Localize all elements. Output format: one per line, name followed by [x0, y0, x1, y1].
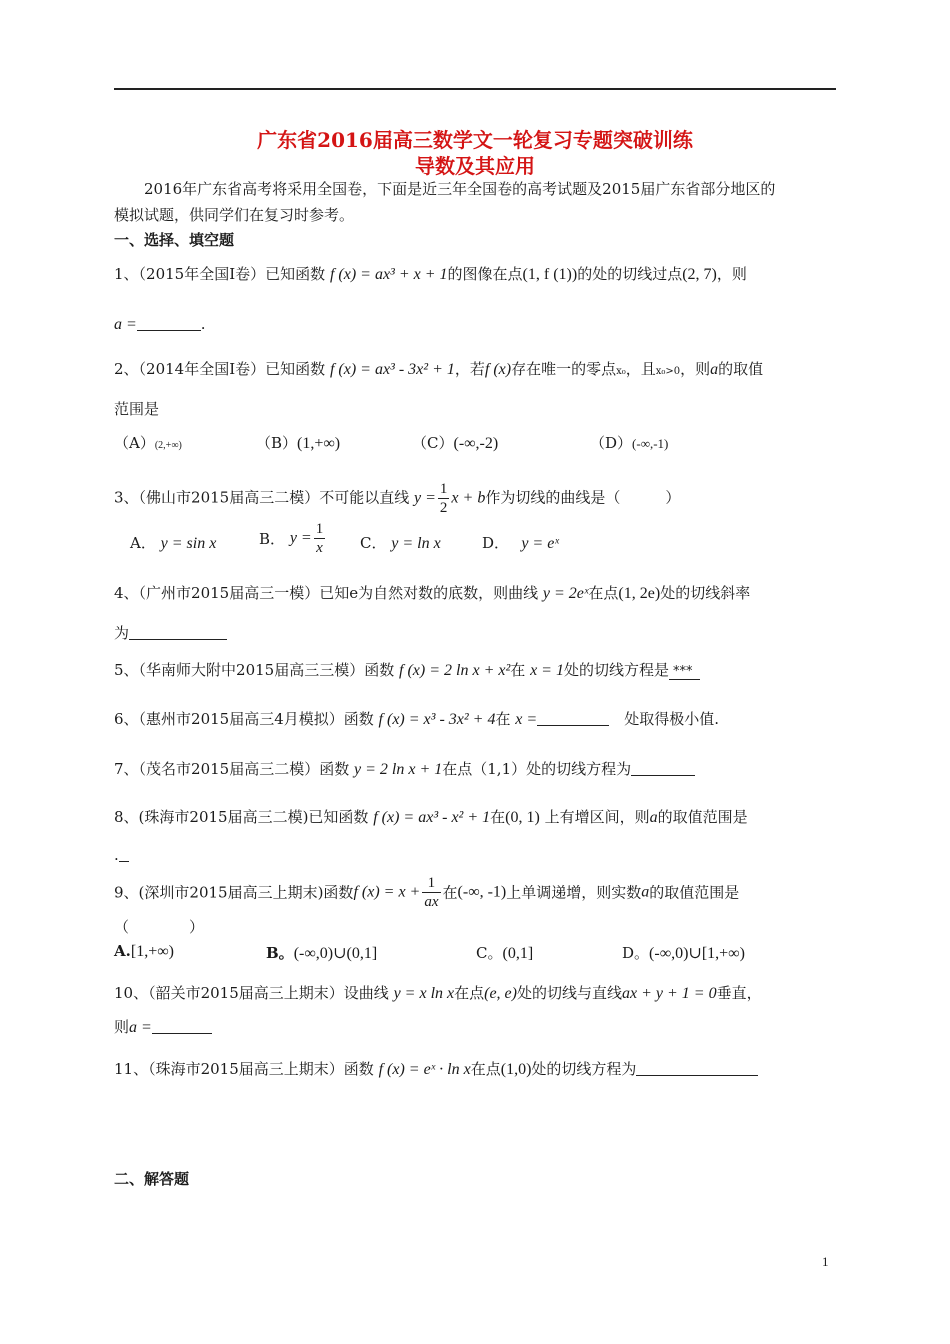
q6-at: x =: [515, 711, 538, 728]
q1-text-end: ，则: [716, 265, 747, 283]
question-9: [114, 874, 838, 911]
q2-source: （2014年全国Ⅰ卷）已知函数: [138, 360, 326, 378]
question-3: [114, 480, 838, 517]
q11-answer-blank[interactable]: [636, 1059, 758, 1076]
q4-line-2: [114, 620, 838, 646]
q5-text-end: 处的切线方程是: [563, 661, 669, 679]
q6-answer-blank[interactable]: [537, 709, 609, 726]
option-label: C．: [360, 534, 387, 552]
fraction-denominator: 2: [439, 500, 448, 516]
q6-text: 在: [495, 710, 511, 728]
q9-fraction: [422, 874, 440, 911]
q6-function: f (x) = x³ - 3x² + 4: [378, 711, 496, 728]
q6-number: 6、: [114, 710, 139, 728]
q1-text: 的图像在点: [447, 265, 523, 283]
q2-text-3: ，且: [625, 360, 656, 378]
intro-paragraph: [114, 176, 838, 228]
option-label: D．: [482, 534, 502, 552]
q10-text-2: 处的切线与直线: [516, 984, 622, 1002]
q2-tiny-cond: x₀>0: [655, 366, 681, 377]
q2-number: 2、: [114, 360, 139, 378]
q2-text-4: ，则: [680, 360, 711, 378]
q3-fraction: [438, 480, 450, 517]
q6-text-end: 处取得极小值.: [624, 710, 719, 728]
q5-text: 在: [510, 661, 526, 679]
q4-text: 在点: [588, 584, 619, 602]
q3-option-c[interactable]: [360, 532, 441, 553]
q8-answer-blank[interactable]: [119, 845, 129, 862]
q7-answer-blank[interactable]: [631, 759, 695, 776]
q3-text-end: 作为切线的曲线是（ ）: [485, 488, 681, 507]
q10-text: 在点: [454, 984, 485, 1002]
question-11: [114, 1056, 838, 1083]
q9-text-2: 上单调递增，则实数: [506, 883, 642, 902]
q9-option-d[interactable]: [622, 942, 745, 963]
q3-option-b[interactable]: [259, 520, 327, 557]
q3-number: 3、: [114, 488, 139, 507]
page-number: 1: [822, 1254, 829, 1269]
q4-line-2-text: 为: [114, 624, 130, 642]
doc-title: 广东省2016届高三数学文一轮复习专题突破训练: [257, 128, 693, 152]
q7-text: 在点（1,1）处的切线方程为: [442, 760, 632, 778]
option-label: （D）: [590, 434, 633, 452]
fraction-denominator: ax: [424, 894, 439, 910]
q11-source: （珠海市2015届高三上期末）函数: [148, 1060, 374, 1078]
q1-answer-blank[interactable]: [137, 314, 201, 331]
q5-at: x = 1: [530, 662, 564, 679]
q3-eq-right: x + b: [451, 489, 486, 507]
option-value: (-∞,0)∪(0,1]: [293, 945, 378, 962]
q4-number: 4、: [114, 584, 139, 602]
option-value: (-∞,-1): [632, 436, 669, 451]
option-label: B。: [266, 944, 294, 962]
option-label: B．: [259, 530, 286, 548]
q10-text-end: 垂直，: [716, 984, 762, 1002]
q9-text-end: 的取值范围是: [649, 883, 740, 902]
q6-source: （惠州市2015届高三4月模拟）函数: [138, 710, 374, 728]
q8-interval: (0, 1): [505, 809, 540, 826]
q4-answer-blank[interactable]: [129, 623, 227, 640]
section-heading-1: 一、选择、填空题: [114, 231, 235, 249]
option-value: (-∞,-2): [453, 435, 499, 452]
q8-text: 在: [490, 808, 506, 826]
q2-tiny-x0: x₀: [616, 366, 626, 377]
q4-text-end: 处的切线斜率: [660, 584, 751, 602]
q4-source: （广州市2015届高三一模）已知e为自然对数的底数，则曲线: [138, 584, 539, 602]
q9-option-a[interactable]: [114, 942, 174, 961]
q8-line-2-text: .: [114, 846, 119, 864]
q10-curve: y = x ln x: [393, 985, 455, 1002]
q8-a: a: [649, 809, 658, 826]
option-value: y = ln x: [391, 535, 441, 552]
section-heading-2: 二、解答题: [114, 1170, 190, 1188]
question-7: [114, 756, 838, 783]
question-10: [114, 980, 838, 1007]
option-value: (0,1]: [502, 945, 534, 962]
q9-option-c[interactable]: [476, 942, 533, 963]
option-value: (1,+∞): [297, 435, 341, 452]
q11-function: f (x) = eˣ · ln x: [378, 1061, 471, 1078]
q3-source: （佛山市2015届高三二模）不可能以直线: [138, 488, 410, 507]
option-label: C。: [476, 944, 503, 962]
q7-function: y = 2 ln x + 1: [354, 761, 443, 778]
q3-eq-left: y =: [414, 489, 436, 507]
q8-source: (珠海市2015届高三二模)已知函数: [138, 808, 369, 826]
q10-answer-label: a =: [129, 1019, 152, 1036]
q9-interval: (-∞, -1): [457, 883, 507, 901]
fraction-numerator: 1: [439, 481, 448, 497]
option-label: （B）: [256, 434, 298, 452]
q11-text-end: 处的切线方程为: [531, 1060, 637, 1078]
q2-text-end: 的取值: [718, 360, 764, 378]
q2-line-2: 范围是: [114, 400, 160, 418]
q2-text-2: 存在唯一的零点: [511, 360, 617, 378]
q9-a: a: [641, 883, 650, 901]
option-value: y = sin x: [160, 535, 217, 552]
q8-number: 8、: [114, 808, 139, 826]
q2-a: a: [710, 361, 719, 378]
doc-subtitle: 导数及其应用: [415, 154, 535, 178]
q10-answer-blank[interactable]: [152, 1017, 212, 1034]
q9-line-2: （ ）: [114, 918, 205, 936]
q7-source: （茂名市2015届高三二模）函数: [138, 760, 350, 778]
option-label: （C）: [412, 434, 454, 452]
q7-number: 7、: [114, 760, 139, 778]
q2-option-d[interactable]: [590, 432, 668, 453]
q2-option-b[interactable]: [256, 432, 340, 453]
q8-line-2: [114, 842, 838, 868]
q3-option-b-fraction: [314, 520, 326, 557]
q5-answer[interactable]: ***: [669, 664, 701, 680]
q5-function: f (x) = 2 ln x + x²: [399, 662, 511, 679]
header-rule: [114, 88, 836, 90]
question-8: [114, 804, 838, 831]
option-label: （A）: [114, 434, 155, 452]
q3-option-a[interactable]: [130, 532, 216, 553]
q3-option-d[interactable]: [482, 532, 559, 553]
q1-number: 1、: [114, 265, 139, 283]
fraction-numerator: 1: [315, 521, 324, 537]
option-value: (-∞,0)∪[1,+∞): [649, 945, 745, 962]
q8-text-end: 的取值范围是: [657, 808, 748, 826]
question-1: [114, 261, 838, 288]
option-label: A.: [114, 942, 131, 960]
option-value: y =: [289, 529, 312, 547]
q1-source: （2015年全国Ⅰ卷）已知函数: [138, 265, 326, 283]
q1-point: (1, f (1)): [522, 266, 578, 283]
q9-text: 在: [442, 883, 458, 902]
q1-function: f (x) = ax³ + x + 1: [329, 266, 448, 283]
q10-line: ax + y + 1 = 0: [622, 985, 717, 1002]
option-label: A．: [130, 534, 156, 552]
fraction-denominator: x: [316, 540, 323, 556]
q10-point: (e, e): [484, 985, 517, 1002]
q2-option-a[interactable]: [114, 432, 182, 453]
q8-function: f (x) = ax³ - x² + 1: [373, 809, 491, 826]
intro-line-2: 模拟试题，供同学们在复习时参考。: [114, 206, 355, 224]
q1-point-2: (2, 7): [682, 266, 717, 283]
q5-source: （华南师大附中2015届高三三模）函数: [138, 661, 395, 679]
q11-text: 在点: [470, 1060, 501, 1078]
option-value: [1,+∞): [130, 943, 174, 960]
q1-text-2: 的处的切线过点: [577, 265, 683, 283]
q9-source: (深圳市2015届高三上期末)函数: [138, 883, 354, 902]
q10-line-2-text: 则: [114, 1018, 130, 1036]
q11-number: 11、: [114, 1060, 149, 1078]
q1-answer-label: a =: [114, 316, 137, 333]
question-4: [114, 580, 838, 607]
question-5: [114, 657, 838, 685]
q10-line-2: [114, 1014, 838, 1041]
q8-text-2: 上有增区间，则: [544, 808, 650, 826]
question-2: [114, 356, 838, 385]
q1-answer-line: a = .: [114, 315, 206, 333]
q2-fx: f (x): [484, 361, 512, 378]
q5-number: 5、: [114, 661, 139, 679]
q9-function-left: f (x) = x +: [353, 883, 421, 901]
option-value: (2,+∞): [154, 440, 182, 451]
q2-text: ，若: [454, 360, 485, 378]
question-6: [114, 706, 838, 733]
q9-number: 9、: [114, 883, 139, 902]
option-label: D。: [622, 944, 650, 962]
q2-function: f (x) = ax³ - 3x² + 1: [329, 361, 455, 378]
q9-option-b[interactable]: [266, 942, 377, 963]
q11-point: (1,0): [500, 1061, 532, 1078]
fraction-numerator: 1: [422, 874, 440, 893]
q10-number: 10、: [114, 984, 149, 1002]
q4-point: (1, 2e): [618, 585, 661, 602]
q10-source: （韶关市2015届高三上期末）设曲线: [148, 984, 389, 1002]
intro-line-1: 2016年广东省高考将采用全国卷，下面是近三年全国卷的高考试题及2015届广东省部分地区的: [144, 180, 776, 198]
q2-option-c[interactable]: [412, 432, 498, 453]
q4-curve: y = 2eˣ: [542, 585, 589, 602]
option-value: y = eˣ: [521, 535, 559, 552]
